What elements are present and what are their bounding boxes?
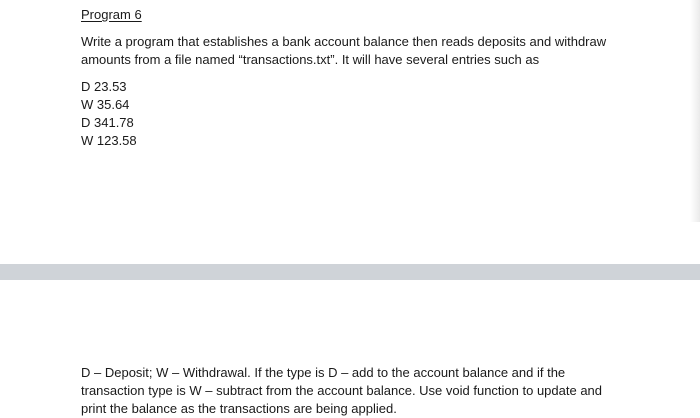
explanation-paragraph: [81, 364, 641, 418]
transaction-entries-list: [81, 78, 137, 150]
explanation-line-3: print the balance as the transactions are being applied.: [81, 401, 397, 416]
transaction-entry: D 341.78: [81, 115, 134, 130]
intro-paragraph: [81, 33, 641, 69]
transaction-entry: W 123.58: [81, 133, 137, 148]
program-heading: Program 6: [81, 7, 142, 22]
intro-line-2: amounts from a file named “transactions.txt”. It will have several entries such as: [81, 52, 540, 67]
page-edge-shadow: [690, 0, 700, 222]
transaction-entry: W 35.64: [81, 97, 130, 112]
explanation-line-2: transaction type is W – subtract from the account balance. Use void function to update and: [81, 383, 603, 398]
document-page-2: [0, 280, 700, 418]
transaction-entry: D 23.53: [81, 79, 127, 94]
page-separator: [0, 264, 700, 280]
explanation-line-1: D – Deposit; W – Withdrawal. If the type is D – add to the account balance and if the: [81, 365, 566, 380]
intro-line-1: Write a program that establishes a bank account balance then reads deposits and withdraw: [81, 34, 607, 49]
